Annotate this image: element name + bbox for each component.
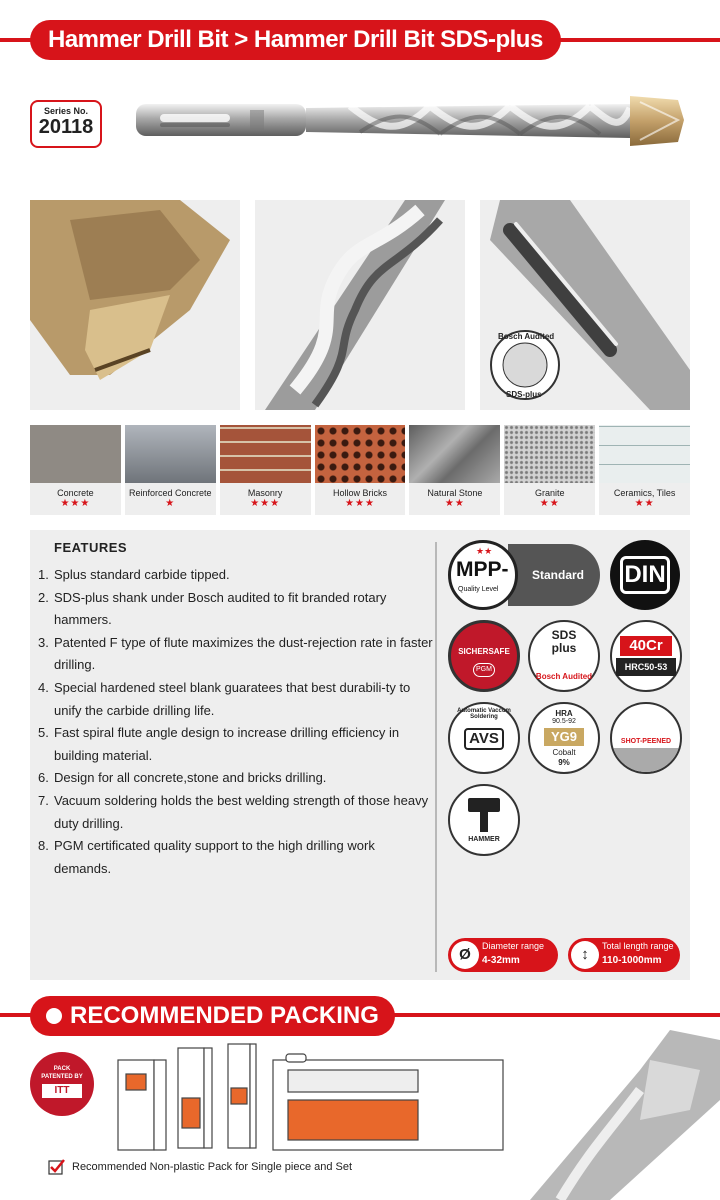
diameter-range-badge: Ø Diameter range 4-32mm [448,938,558,972]
drill-bit-image [130,82,690,162]
sds-plus-badge: SDS plus Bosch Audited [528,620,600,692]
page-title: Hammer Drill Bit > Hammer Drill Bit SDS-plus [30,20,561,60]
40cr-steel-badge: 40Cr HRC50-53 [610,620,682,692]
bosch-audited-bottom-label: SDS-plus [506,390,542,399]
diameter-icon: Ø [451,941,479,969]
material-rating: ★ [165,498,176,509]
bullet-icon [46,1008,62,1024]
material-rating: ★★★ [345,498,375,509]
material-name: Concrete [57,488,94,498]
material-ceramics-tiles [599,425,690,515]
packing-title-bar [30,996,395,1036]
feature-item: 7. Vacuum soldering holds the best welding strength of those heavy duty drilling. [38,792,429,831]
feature-item: 2. SDS-plus shank under Bosch audited to fit branded rotary hammers. [38,589,387,628]
series-badge [30,100,102,148]
features-title: FEATURES [54,540,128,555]
features-list [38,564,433,880]
material-name: Granite [534,488,565,498]
material-name: Ceramics, Tiles [613,488,676,498]
material-rating: ★★★ [250,498,281,509]
material-swatch [409,425,500,483]
shot-peened-badge: SHOT-PEENED [610,702,682,774]
material-hollow-bricks [315,425,410,515]
material-swatch [125,425,216,483]
sichersafe-badge: SICHERSAFE PGM [448,620,520,692]
hammer-badge: HAMMER [448,784,520,856]
avs-soldering-badge: Automatic Vaccum Soldering AVS [448,702,520,774]
drill-tip-image [490,1030,720,1200]
material-name: Masonry [247,488,283,498]
feature-item: 4. Special hardened steel blank guaratees that best durabili-ty to unify the carbide drilling life. [38,679,411,718]
material-concrete [30,425,125,515]
feature-item: 8. PGM certificated quality support to the high drilling work demands. [38,838,375,876]
material-swatch [504,425,595,483]
feature-item: 3. Patented F type of flute maximizes the dust-rejection rate in faster drilling. [38,634,433,673]
bosch-audited-top-label: Bosch Audited [498,332,555,341]
closeup-sds-shank [480,200,690,410]
packing-illustrations [108,1040,518,1155]
material-reinforced-concrete [125,425,220,515]
feature-item: 1. Splus standard carbide tipped. [38,567,230,582]
mpp-quality-badge: ★★ MPP- Quality Level Standard [448,540,600,610]
material-masonry [220,425,315,515]
material-swatch [30,425,121,483]
closeup-spiral-flute [255,200,465,410]
din-badge: DIN [610,540,680,610]
material-rating: ★★ [539,498,560,509]
feature-item: 5. Fast spiral flute angle design to increase drilling efficiency in building material. [38,725,400,763]
packing-title: RECOMMENDED PACKING [70,1002,379,1029]
material-rating: ★★ [444,498,465,509]
yg9-carbide-badge: HRA 90.5-92 YG9 Cobalt 9% [528,702,600,774]
material-rating: ★★★ [60,498,91,509]
material-name: Reinforced Concrete [129,488,212,498]
material-granite [504,425,599,515]
panel-divider [435,542,437,972]
material-name: Natural Stone [427,488,483,498]
materials-row [30,425,690,515]
pack-patent-seal-icon: PACK PATENTED BY ITT [30,1052,94,1116]
features-panel [30,530,690,980]
length-icon: ↕ [571,941,599,969]
packing-caption: Recommended Non-plastic Pack for Single piece and Set [72,1161,353,1173]
closeup-carbide-tip [30,200,240,410]
material-swatch [315,425,406,483]
material-natural-stone [409,425,504,515]
length-range-badge: ↕ Total length range 110-1000mm [568,938,680,972]
series-number: 20118 [38,116,94,138]
material-name: Hollow Bricks [333,488,388,498]
material-swatch [220,425,311,483]
feature-item: 6. Design for all concrete,stone and bricks drilling. [38,770,327,786]
material-swatch [599,425,690,483]
material-rating: ★★ [634,498,655,509]
series-label: Series No. [43,106,89,116]
checkbox-icon [48,1158,66,1176]
